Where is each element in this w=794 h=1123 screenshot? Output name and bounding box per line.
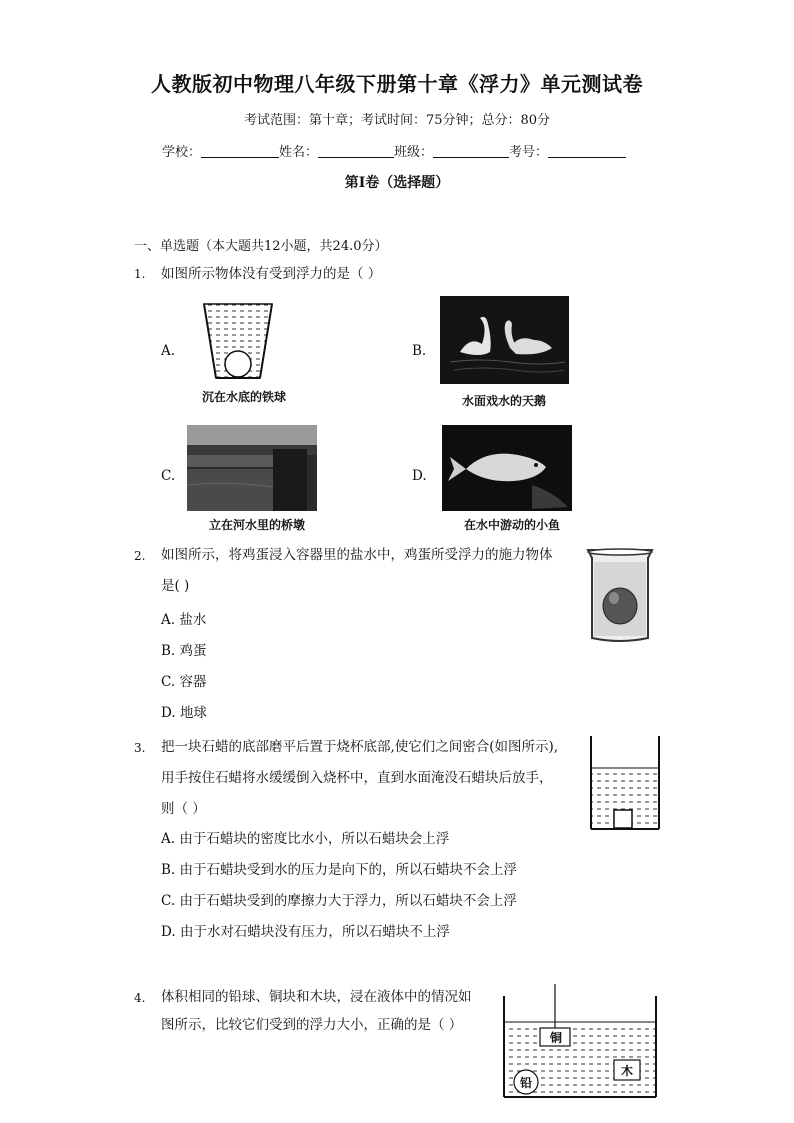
q3-option-a-text: 由于石蜡块的密度比水小，所以石蜡块会上浮 <box>179 831 450 847</box>
fish-photo <box>442 425 572 511</box>
egg-beaker-figure <box>584 546 656 644</box>
student-info-fields <box>162 141 626 160</box>
q2-option-a-text: 盐水 <box>179 612 207 628</box>
q2-option-d[interactable] <box>161 701 207 721</box>
lead-label: 铅 <box>519 1076 532 1090</box>
wax-block-icon <box>614 810 632 828</box>
school-label: 学校： <box>162 145 202 160</box>
name-blank[interactable] <box>318 143 394 158</box>
q1-option-c-letter[interactable]: C. <box>161 468 176 484</box>
q1-option-a-letter[interactable]: A. <box>161 343 176 359</box>
name-label: 姓名： <box>279 145 319 160</box>
q3-option-d-letter: D. <box>161 924 176 940</box>
q3-option-b[interactable] <box>161 858 517 878</box>
q3-number: 3. <box>134 741 146 755</box>
wood-label: 木 <box>620 1064 633 1078</box>
q1-option-c-caption: 立在河水里的桥墩 <box>208 518 305 532</box>
q2-option-b[interactable] <box>161 639 207 659</box>
q2-option-c-text: 容器 <box>179 674 207 690</box>
iron-ball-icon <box>225 351 251 377</box>
exam-info: 考试范围：第十章；考试时间：75分钟；总分：80分 <box>243 113 551 128</box>
q1-option-a-caption: 沉在水底的铁球 <box>201 390 286 404</box>
wax-beaker-figure <box>588 736 662 832</box>
q3-option-c-text: 由于石蜡块受到的摩擦力大于浮力，所以石蜡块不会上浮 <box>179 893 517 909</box>
bridge-pier-photo <box>187 425 317 511</box>
volume-title: 第I卷（选择题） <box>344 175 450 191</box>
q3-stem-line1: 把一块石蜡的底部磨平后置于烧杯底部,使它们之间密合(如图所示), <box>161 739 559 755</box>
q1-option-d-caption: 在水中游动的小鱼 <box>463 518 560 532</box>
q3-option-c-letter: C. <box>161 893 176 909</box>
q4-number: 4. <box>134 991 146 1005</box>
q2-option-b-text: 鸡蛋 <box>179 643 207 659</box>
class-label: 班级： <box>394 145 434 160</box>
q3-option-a[interactable] <box>161 827 449 847</box>
q1-number: 1. <box>134 267 146 281</box>
q2-stem-line1: 如图所示，将鸡蛋浸入容器里的盐水中，鸡蛋所受浮力的施力物体 <box>161 547 553 563</box>
q3-option-a-letter: A. <box>161 831 176 847</box>
class-blank[interactable] <box>433 143 509 158</box>
q2-option-d-text: 地球 <box>179 705 207 721</box>
q2-option-a[interactable] <box>161 608 206 628</box>
q2-option-b-letter: B. <box>161 643 176 659</box>
copper-label: 铜 <box>549 1031 562 1045</box>
q3-option-d[interactable] <box>161 920 450 940</box>
page-title: 人教版初中物理八年级下册第十章《浮力》单元测试卷 <box>151 72 643 96</box>
q1-option-b-letter[interactable]: B. <box>412 343 427 359</box>
q3-stem-line2: 用手按住石蜡将水缓缓倒入烧杯中，直到水面淹没石蜡块后放手， <box>161 770 553 786</box>
q2-option-d-letter: D. <box>161 705 176 721</box>
q3-option-b-text: 由于石蜡块受到水的压力是向下的，所以石蜡块不会上浮 <box>179 862 518 878</box>
section-heading: 一、单选题（本大题共12小题，共24.0分） <box>134 239 388 254</box>
exam-no-label: 考号： <box>509 145 549 160</box>
q3-option-b-letter: B. <box>161 862 176 878</box>
exam-no-blank[interactable] <box>548 143 626 158</box>
q2-option-a-letter: A. <box>161 612 176 628</box>
q4-stem-line2: 图所示，比较它们受到的浮力大小，正确的是（ ） <box>161 1017 463 1033</box>
q1-option-b-caption: 水面戏水的天鹅 <box>461 394 546 408</box>
q3-stem-line3: 则（ ） <box>161 801 206 817</box>
sunken-iron-ball-figure <box>200 302 276 382</box>
q4-stem-line1: 体积相同的铅球、铜块和木块，浸在液体中的情况如 <box>161 989 472 1005</box>
q3-option-d-text: 由于水对石蜡块没有压力，所以石蜡块不上浮 <box>179 924 450 940</box>
q2-option-c[interactable] <box>161 670 206 690</box>
q2-stem-line2: 是( ) <box>161 578 190 594</box>
q1-option-d-letter[interactable]: D. <box>412 468 427 484</box>
egg-icon <box>603 588 637 624</box>
q2-option-c-letter: C. <box>161 674 176 690</box>
school-blank[interactable] <box>201 143 279 158</box>
q1-stem: 如图所示物体没有受到浮力的是（ ） <box>161 266 382 282</box>
q2-number: 2. <box>134 549 146 563</box>
swans-photo <box>440 296 569 384</box>
q3-option-c[interactable] <box>161 889 517 909</box>
